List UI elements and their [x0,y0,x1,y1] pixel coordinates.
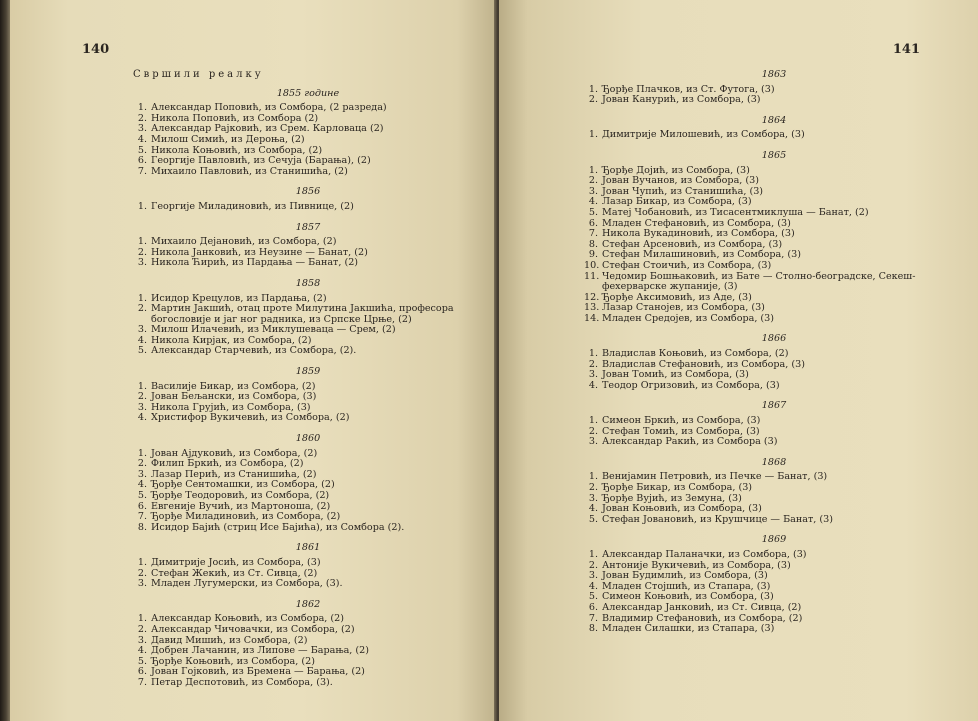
entry-number: 3. [588,436,598,448]
entry-number: 1. [137,200,147,212]
entry-number: 1. [588,348,598,360]
entry-number: 4. [137,334,147,346]
entry-number: 3. [588,492,598,504]
graduate-list [133,558,483,590]
entry-text: Владислав Коњовић, из Сомбора, (2) [602,348,789,360]
entry-number: 5. [137,144,147,156]
entry-text: Михаило Дејановић, из Сомбора, (2) [151,236,337,248]
entry-text: Симеон Бркић, из Сомбора, (3) [602,415,761,427]
entry-text: Александар Јанковић, из Ст. Сивца, (2) [602,601,802,613]
left-page [10,0,496,721]
list-item [133,413,483,424]
entry-number: 2. [137,458,147,470]
entry-number: 1. [137,613,147,625]
entry-number: 5. [588,513,598,525]
entry-number: 10. [584,259,600,271]
entry-number: 3. [137,324,147,336]
entry-number: 4. [588,580,598,592]
entry-number: 8. [137,521,147,533]
entry-number: 3. [588,570,598,582]
entry-number: 2. [137,567,147,579]
list-item [133,304,483,325]
entry-number: 4. [137,133,147,145]
entry-number: 1. [137,380,147,392]
entry-text: Антоније Вукичевић, из Сомбора, (3) [602,559,791,571]
entry-text: Владимир Стефановић, из Сомбора, (2) [602,612,803,624]
graduate-list [133,382,483,424]
list-item [133,202,483,213]
entry-number: 3. [137,578,147,590]
entry-text: Чедомир Бошњаковић, из Бате — Столно-београдске, Секеш-фехерварске жупаније, (3) [602,270,916,293]
entry-number: 2. [588,94,598,106]
entry-number: 9. [588,249,598,261]
entry-number: 2. [588,482,598,493]
entry-text: Ђорђе Коњовић, из Сомбора, (2) [151,655,315,667]
entry-text: Димитрије Милошевић, из Сомбора, (3) [602,129,805,141]
entry-number: 5. [137,345,147,357]
entry-number: 4. [588,196,598,208]
entry-number: 3. [137,401,147,413]
list-item [584,95,964,106]
graduate-list [133,449,483,534]
entry-number: 3. [137,468,147,480]
entry-number: 5. [588,206,598,218]
entry-number: 5. [137,490,147,501]
entry-text: Александар Ракић, из Сомбора (3) [602,436,778,448]
entry-number: 2. [588,175,598,187]
entry-text: Давид Мишић, из Сомбора, (2) [151,634,308,646]
entry-text: Јован Будимлић, из Сомбора, (3) [602,570,768,582]
entry-text: Матеј Чобановић, из Тисасентмиклуша — Банат, (2) [602,206,869,218]
list-item [133,258,483,269]
entry-number: 2. [137,391,147,403]
graduate-list [584,349,964,391]
entry-number: 13. [584,302,600,314]
year-sections-right [584,70,964,635]
entry-number: 1. [137,102,147,114]
entry-text: Петар Деспотовић, из Сомбора, (3). [151,676,333,688]
entry-text: Георгије Павловић, из Сечуја (Барања), (2) [151,155,371,167]
entry-number: 6. [588,217,598,229]
entry-text: Ђорђе Сентомашки, из Сомбора, (2) [151,479,335,491]
entry-text: Ђорђе Миладиновић, из Сомбора, (2) [151,511,341,523]
entry-text: Јован Чупић, из Станишића, (3) [602,185,764,197]
entry-number: 1. [137,292,147,304]
entry-text: Јован Канурић, из Сомбора, (3) [602,94,761,106]
entry-number: 4. [137,479,147,491]
year-heading: 1866 [761,333,787,345]
entry-text: Ђорђе Вујић, из Земуна, (3) [602,492,742,504]
entry-text: Ђорђе Дојић, из Сомбора, (3) [602,164,750,176]
graduate-list [584,472,964,525]
year-heading: 1864 [761,114,787,126]
year-heading: 1857 [295,221,321,233]
entry-text: Никола Поповић, из Сомбора (2) [151,112,319,124]
page-number-right: 141 [892,42,920,57]
entry-text: Симеон Коњовић, из Сомбора, (3) [602,591,774,603]
entry-text: Ђорђе Аксимовић, из Аде, (3) [602,291,752,303]
entry-text: Александар Старчевић, из Сомбора, (2). [151,345,357,357]
graduate-list [584,130,964,141]
entry-text: Стефан Жекић, из Ст. Сивца, (2) [151,567,318,579]
graduate-list [133,614,483,688]
entry-text: Јован Гојковић, из Бремена — Барања, (2) [151,666,365,678]
entry-text: Младен Средојев, из Сомбора, (3) [602,312,775,324]
entry-text: Стефан Јовановић, из Крушчице — Банат, (3) [602,513,833,525]
entry-text: Александар Паланачки, из Сомбора, (3) [602,548,807,560]
entry-text: Јован Томић, из Сомбора, (3) [602,369,749,381]
entry-text: Никола Кирјак, из Сомбора, (2) [151,334,312,346]
entry-text: Младен Стојшић, из Стапара, (3) [602,580,771,592]
entry-text: Никола Грујић, из Сомбора, (3) [151,401,311,413]
entry-number: 8. [588,238,598,250]
entry-text: Ђорђе Теодоровић, из Сомбора, (2) [151,490,330,501]
entry-text: Георгије Миладиновић, из Пивнице, (2) [151,200,354,212]
entry-text: Милош Симић, из Дероња, (2) [151,133,305,145]
entry-text: Милош Илачевић, из Миклушеваца — Срем, (2) [151,324,396,336]
year-heading: 1861 [295,542,321,554]
entry-number: 3. [137,123,147,135]
list-item [584,515,964,526]
entry-number: 14. [584,312,600,324]
year-heading: 1868 [761,456,787,468]
year-heading: 1865 [761,149,787,161]
entry-text: Јован Бељански, из Сомбора, (3) [151,391,317,403]
year-heading: 1869 [761,534,787,546]
entry-text: Лазар Перић, из Станишића, (2) [151,468,317,480]
list-item [584,437,964,448]
entry-number: 7. [588,612,598,624]
list-item [584,314,964,325]
entry-text: Исидор Бајић (стриц Исе Бајића), из Сомбора (2). [151,521,405,533]
entry-number: 3. [137,634,147,646]
entry-text: Исидор Крецулов, из Пардања, (2) [151,292,327,304]
entry-number: 7. [137,676,147,688]
list-item [133,579,483,590]
year-heading: 1858 [295,277,321,289]
entry-text: Никола Вукадиновић, из Сомбора, (3) [602,228,795,240]
entry-number: 1. [588,129,598,141]
entry-number: 4. [588,379,598,391]
entry-text: Христифор Вукичевић, из Сомбора, (2) [151,412,350,424]
entry-text: Стефан Томић, из Сомбора, (3) [602,425,760,437]
entry-text: Александар Коњовић, из Сомбора, (2) [151,613,344,625]
entry-text: Младен Лугумерски, из Сомбора, (3). [151,578,343,590]
entry-number: 1. [588,471,598,483]
entry-number: 2. [137,303,147,315]
list-item [584,272,964,293]
entry-number: 2. [137,623,147,635]
entry-number: 6. [137,666,147,678]
year-heading: 1856 [295,186,321,198]
entry-number: 8. [588,623,598,635]
entry-text: Владислав Стефановић, из Сомбора, (3) [602,358,805,370]
entry-text: Јован Коњовић, из Сомбора, (3) [602,503,762,515]
entry-text: Евгеније Вучић, из Мартоноша, (2) [151,500,331,512]
section-title: Свршили реалку [133,69,264,80]
right-page [499,0,978,721]
list-item [584,624,964,635]
year-heading: 1855 године [276,87,340,99]
entry-text: Јован Ајдуковић, из Сомбора, (2) [151,447,318,459]
entry-number: 4. [137,412,147,424]
entry-number: 4. [137,645,147,657]
entry-text: Лазар Бикар, из Сомбора, (3) [602,196,752,208]
year-heading: 1862 [295,598,321,610]
left-page-body [133,70,483,699]
entry-number: 1. [588,415,598,427]
entry-text: Стефан Арсеновић, из Сомбора, (3) [602,238,783,250]
entry-text: Александар Рајковић, из Срем. Карловаца (2) [151,123,384,135]
entry-number: 5. [588,591,598,603]
entry-text: Мартин Јакшић, отац проте Милутина Јакшића, професора богословије и јаг ног радника, из Српске Црње, (2) [151,303,454,325]
year-heading: 1863 [761,69,787,80]
year-heading: 1860 [295,433,321,445]
graduate-list [584,550,964,635]
graduate-list [584,85,964,106]
entry-number: 1. [137,447,147,459]
entry-number: 3. [588,185,598,197]
entry-text: Теодор Огризовић, из Сомбора, (3) [602,379,780,391]
graduate-list [133,202,483,213]
entry-number: 7. [137,165,147,177]
entry-number: 6. [588,601,598,613]
list-item [133,523,483,534]
entry-number: 5. [137,655,147,667]
entry-number: 2. [588,559,598,571]
entry-number: 12. [584,291,600,303]
list-item [133,167,483,178]
entry-number: 1. [137,556,147,568]
entry-number: 6. [137,155,147,167]
entry-text: Филип Бркић, из Сомбора, (2) [151,458,304,470]
entry-number: 2. [137,246,147,258]
entry-number: 2. [588,358,598,370]
entry-number: 2. [137,112,147,124]
entry-text: Венијамин Петровић, из Печке — Банат, (3) [602,471,828,483]
entry-number: 11. [584,270,600,282]
entry-number: 2. [588,425,598,437]
year-heading: 1859 [295,366,321,378]
entry-text: Михаило Павловић, из Станишића, (2) [151,165,348,177]
graduate-list [133,294,483,358]
entry-text: Стефан Стоичић, из Сомбора, (3) [602,259,772,271]
graduate-list [584,166,964,325]
graduate-list [133,103,483,177]
entry-text: Лазар Станојев, из Сомбора, (3) [602,302,765,314]
entry-text: Добрен Лачанин, из Липове — Барања, (2) [151,645,369,657]
entry-text: Александар Чичовачки, из Сомбора, (2) [151,623,355,635]
entry-number: 1. [588,83,598,95]
entry-text: Стефан Милашиновић, из Сомбора, (3) [602,249,801,261]
entry-number: 7. [137,511,147,523]
entry-number: 1. [588,164,598,176]
entry-text: Василије Бикар, из Сомбора, (2) [151,380,316,392]
list-item [133,678,483,689]
right-page-body [584,70,964,645]
list-item [133,346,483,357]
year-sections-left [133,89,483,689]
entry-text: Никола Коњовић, из Сомбора, (2) [151,144,323,156]
entry-text: Јован Вучанов, из Сомбора, (3) [602,175,759,187]
entry-number: 3. [137,257,147,269]
entry-text: Ђорђе Бикар, из Сомбора, (3) [602,482,753,493]
year-heading: 1867 [761,400,787,412]
entry-number: 7. [588,228,598,240]
graduate-list [133,237,483,269]
entry-text: Александар Поповић, из Сомбора, (2 разреда) [151,102,387,114]
entry-text: Никола Јанковић, из Неузине — Банат, (2) [151,246,368,258]
entry-text: Младен Силашки, из Стапара, (3) [602,623,775,635]
entry-text: Димитрије Јосић, из Сомбора, (3) [151,556,321,568]
entry-number: 3. [588,369,598,381]
entry-number: 1. [588,548,598,560]
graduate-list [584,416,964,448]
page-number-left: 140 [82,42,110,57]
entry-number: 4. [588,503,598,515]
entry-text: Никола Ћирић, из Пардања — Банат, (2) [151,257,359,269]
list-item [584,130,964,141]
entry-text: Ђорђе Плачков, из Ст. Футога, (3) [602,83,775,95]
entry-number: 1. [137,236,147,248]
list-item [584,381,964,392]
entry-number: 6. [137,500,147,512]
entry-text: Младен Стефановић, из Сомбора, (3) [602,217,791,229]
